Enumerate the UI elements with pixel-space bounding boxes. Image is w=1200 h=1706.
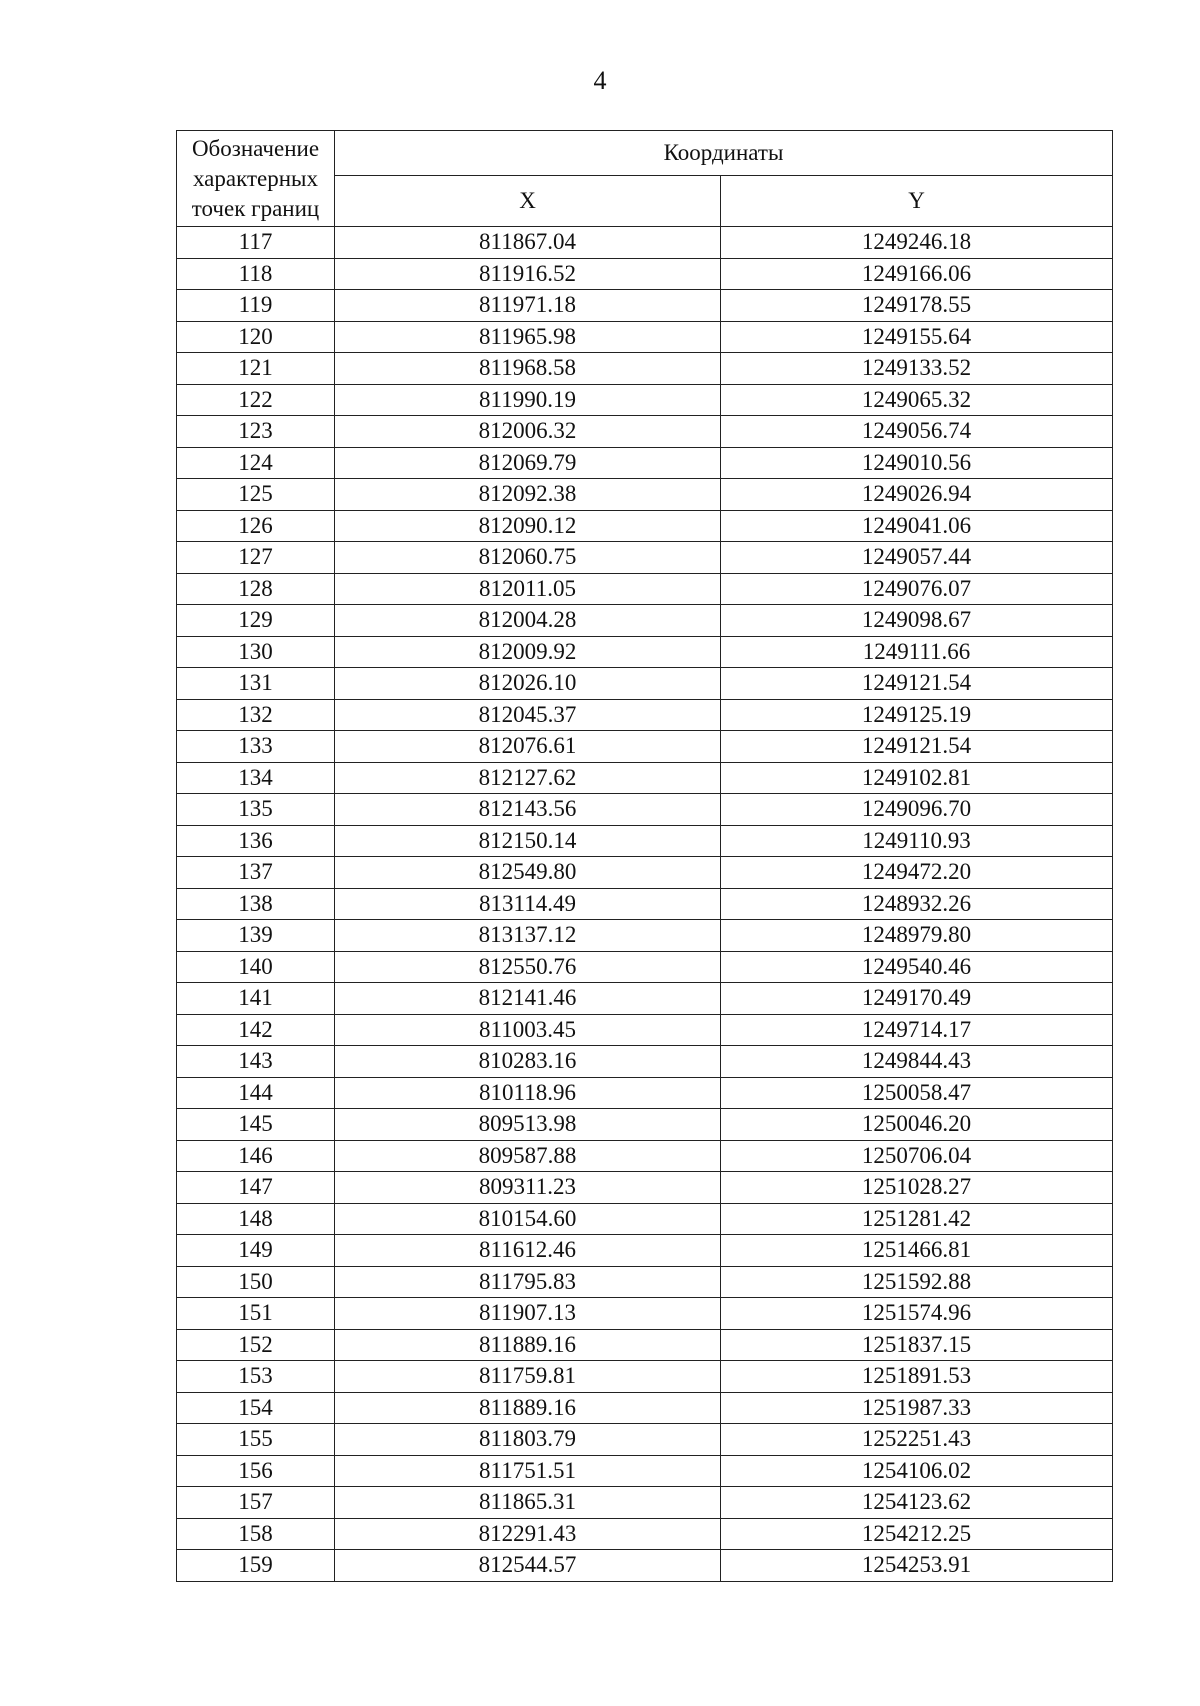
table-row — [177, 353, 1113, 385]
y-coordinate-cell: 1249714.17 — [721, 1014, 1113, 1046]
x-coordinate-cell: 811612.46 — [335, 1235, 721, 1267]
table-row — [177, 1298, 1113, 1330]
y-coordinate-cell: 1248932.26 — [721, 888, 1113, 920]
table-row — [177, 1046, 1113, 1078]
point-id-cell: 152 — [177, 1329, 335, 1361]
point-id-cell: 127 — [177, 542, 335, 574]
point-id-cell: 153 — [177, 1361, 335, 1393]
point-id-cell: 159 — [177, 1550, 335, 1582]
y-coordinate-cell: 1249041.06 — [721, 510, 1113, 542]
table-row — [177, 258, 1113, 290]
x-coordinate-cell: 812092.38 — [335, 479, 721, 511]
y-coordinate-cell: 1250046.20 — [721, 1109, 1113, 1141]
table-row — [177, 227, 1113, 259]
point-id-cell: 148 — [177, 1203, 335, 1235]
point-id-cell: 140 — [177, 951, 335, 983]
table-row — [177, 1077, 1113, 1109]
point-id-cell: 143 — [177, 1046, 335, 1078]
table-row — [177, 1014, 1113, 1046]
y-coordinate-cell: 1249057.44 — [721, 542, 1113, 574]
y-coordinate-cell: 1249170.49 — [721, 983, 1113, 1015]
table-row — [177, 920, 1113, 952]
x-coordinate-cell: 812141.46 — [335, 983, 721, 1015]
y-coordinate-cell: 1248979.80 — [721, 920, 1113, 952]
table-row — [177, 1203, 1113, 1235]
y-coordinate-cell: 1251574.96 — [721, 1298, 1113, 1330]
point-id-cell: 158 — [177, 1518, 335, 1550]
table-row — [177, 384, 1113, 416]
point-id-cell: 134 — [177, 762, 335, 794]
y-coordinate-cell: 1252251.43 — [721, 1424, 1113, 1456]
y-coordinate-cell: 1249026.94 — [721, 479, 1113, 511]
y-coordinate-cell: 1251891.53 — [721, 1361, 1113, 1393]
y-coordinate-cell: 1250058.47 — [721, 1077, 1113, 1109]
x-coordinate-cell: 809513.98 — [335, 1109, 721, 1141]
y-coordinate-cell: 1250706.04 — [721, 1140, 1113, 1172]
header-point-designation — [177, 131, 335, 227]
table-row — [177, 1266, 1113, 1298]
point-id-cell: 142 — [177, 1014, 335, 1046]
y-coordinate-cell: 1249098.67 — [721, 605, 1113, 637]
point-id-cell: 126 — [177, 510, 335, 542]
table-row — [177, 1487, 1113, 1519]
header-designation-line1: Обозначение — [191, 135, 320, 161]
table-row — [177, 1235, 1113, 1267]
y-coordinate-cell: 1251028.27 — [721, 1172, 1113, 1204]
x-coordinate-cell: 811971.18 — [335, 290, 721, 322]
table-row — [177, 857, 1113, 889]
point-id-cell: 129 — [177, 605, 335, 637]
x-coordinate-cell: 812076.61 — [335, 731, 721, 763]
y-coordinate-cell: 1254212.25 — [721, 1518, 1113, 1550]
y-coordinate-cell: 1249166.06 — [721, 258, 1113, 290]
header-x: X — [335, 176, 721, 227]
x-coordinate-cell: 811003.45 — [335, 1014, 721, 1046]
table-row — [177, 1392, 1113, 1424]
x-coordinate-cell: 809311.23 — [335, 1172, 721, 1204]
y-coordinate-cell: 1251987.33 — [721, 1392, 1113, 1424]
y-coordinate-cell: 1249121.54 — [721, 731, 1113, 763]
table-row — [177, 290, 1113, 322]
point-id-cell: 147 — [177, 1172, 335, 1204]
x-coordinate-cell: 810154.60 — [335, 1203, 721, 1235]
y-coordinate-cell: 1249125.19 — [721, 699, 1113, 731]
point-id-cell: 139 — [177, 920, 335, 952]
x-coordinate-cell: 812550.76 — [335, 951, 721, 983]
y-coordinate-cell: 1249155.64 — [721, 321, 1113, 353]
y-coordinate-cell: 1249178.55 — [721, 290, 1113, 322]
table-row — [177, 794, 1113, 826]
point-id-cell: 128 — [177, 573, 335, 605]
x-coordinate-cell: 812090.12 — [335, 510, 721, 542]
y-coordinate-cell: 1249844.43 — [721, 1046, 1113, 1078]
point-id-cell: 135 — [177, 794, 335, 826]
x-coordinate-cell: 811968.58 — [335, 353, 721, 385]
x-coordinate-cell: 812069.79 — [335, 447, 721, 479]
y-coordinate-cell: 1249121.54 — [721, 668, 1113, 700]
point-id-cell: 155 — [177, 1424, 335, 1456]
table-row — [177, 668, 1113, 700]
table-row — [177, 1424, 1113, 1456]
point-id-cell: 137 — [177, 857, 335, 889]
table-row — [177, 825, 1113, 857]
y-coordinate-cell: 1254106.02 — [721, 1455, 1113, 1487]
y-coordinate-cell: 1249111.66 — [721, 636, 1113, 668]
point-id-cell: 122 — [177, 384, 335, 416]
page-number: 4 — [593, 66, 607, 95]
x-coordinate-cell: 811916.52 — [335, 258, 721, 290]
point-id-cell: 131 — [177, 668, 335, 700]
point-id-cell: 119 — [177, 290, 335, 322]
x-coordinate-cell: 813114.49 — [335, 888, 721, 920]
table-row — [177, 1172, 1113, 1204]
x-coordinate-cell: 810118.96 — [335, 1077, 721, 1109]
point-id-cell: 123 — [177, 416, 335, 448]
x-coordinate-cell: 812026.10 — [335, 668, 721, 700]
x-coordinate-cell: 812011.05 — [335, 573, 721, 605]
table-body — [177, 227, 1113, 1582]
y-coordinate-cell: 1249065.32 — [721, 384, 1113, 416]
x-coordinate-cell: 811889.16 — [335, 1392, 721, 1424]
y-coordinate-cell: 1251592.88 — [721, 1266, 1113, 1298]
x-coordinate-cell: 811867.04 — [335, 227, 721, 259]
table-row — [177, 1329, 1113, 1361]
y-coordinate-cell: 1249472.20 — [721, 857, 1113, 889]
y-coordinate-cell: 1249076.07 — [721, 573, 1113, 605]
x-coordinate-cell: 812060.75 — [335, 542, 721, 574]
table-row — [177, 1361, 1113, 1393]
point-id-cell: 121 — [177, 353, 335, 385]
point-id-cell: 124 — [177, 447, 335, 479]
y-coordinate-cell: 1249540.46 — [721, 951, 1113, 983]
x-coordinate-cell: 811759.81 — [335, 1361, 721, 1393]
table-row — [177, 888, 1113, 920]
x-coordinate-cell: 812127.62 — [335, 762, 721, 794]
x-coordinate-cell: 811990.19 — [335, 384, 721, 416]
coordinates-table — [176, 130, 1113, 1582]
point-id-cell: 125 — [177, 479, 335, 511]
header-y: Y — [721, 176, 1113, 227]
table-row — [177, 510, 1113, 542]
x-coordinate-cell: 812006.32 — [335, 416, 721, 448]
y-coordinate-cell: 1249056.74 — [721, 416, 1113, 448]
x-coordinate-cell: 809587.88 — [335, 1140, 721, 1172]
y-coordinate-cell: 1251837.15 — [721, 1329, 1113, 1361]
table-row — [177, 1518, 1113, 1550]
point-id-cell: 144 — [177, 1077, 335, 1109]
x-coordinate-cell: 812143.56 — [335, 794, 721, 826]
point-id-cell: 118 — [177, 258, 335, 290]
table-row — [177, 762, 1113, 794]
table-row — [177, 447, 1113, 479]
point-id-cell: 132 — [177, 699, 335, 731]
point-id-cell: 133 — [177, 731, 335, 763]
table-row — [177, 1455, 1113, 1487]
table-row — [177, 416, 1113, 448]
table-row — [177, 321, 1113, 353]
x-coordinate-cell: 811889.16 — [335, 1329, 721, 1361]
table-row — [177, 479, 1113, 511]
table-row — [177, 1109, 1113, 1141]
y-coordinate-cell: 1249102.81 — [721, 762, 1113, 794]
y-coordinate-cell: 1249246.18 — [721, 227, 1113, 259]
table-row — [177, 951, 1113, 983]
point-id-cell: 154 — [177, 1392, 335, 1424]
point-id-cell: 117 — [177, 227, 335, 259]
point-id-cell: 151 — [177, 1298, 335, 1330]
point-id-cell: 130 — [177, 636, 335, 668]
y-coordinate-cell: 1254253.91 — [721, 1550, 1113, 1582]
point-id-cell: 146 — [177, 1140, 335, 1172]
x-coordinate-cell: 812009.92 — [335, 636, 721, 668]
point-id-cell: 156 — [177, 1455, 335, 1487]
x-coordinate-cell: 812004.28 — [335, 605, 721, 637]
point-id-cell: 149 — [177, 1235, 335, 1267]
y-coordinate-cell: 1254123.62 — [721, 1487, 1113, 1519]
point-id-cell: 138 — [177, 888, 335, 920]
x-coordinate-cell: 812045.37 — [335, 699, 721, 731]
table-row — [177, 699, 1113, 731]
point-id-cell: 136 — [177, 825, 335, 857]
table-row — [177, 731, 1113, 763]
y-coordinate-cell: 1249010.56 — [721, 447, 1113, 479]
x-coordinate-cell: 813137.12 — [335, 920, 721, 952]
point-id-cell: 141 — [177, 983, 335, 1015]
x-coordinate-cell: 811965.98 — [335, 321, 721, 353]
table-row — [177, 983, 1113, 1015]
x-coordinate-cell: 811803.79 — [335, 1424, 721, 1456]
x-coordinate-cell: 812544.57 — [335, 1550, 721, 1582]
point-id-cell: 120 — [177, 321, 335, 353]
header-designation-line3: точек границ — [191, 195, 320, 221]
y-coordinate-cell: 1249110.93 — [721, 825, 1113, 857]
header-designation-line2: характерных — [192, 165, 318, 191]
x-coordinate-cell: 811751.51 — [335, 1455, 721, 1487]
table-header — [177, 131, 1113, 227]
point-id-cell: 145 — [177, 1109, 335, 1141]
x-coordinate-cell: 811795.83 — [335, 1266, 721, 1298]
table-row — [177, 636, 1113, 668]
point-id-cell: 150 — [177, 1266, 335, 1298]
y-coordinate-cell: 1249096.70 — [721, 794, 1113, 826]
x-coordinate-cell: 810283.16 — [335, 1046, 721, 1078]
y-coordinate-cell: 1249133.52 — [721, 353, 1113, 385]
x-coordinate-cell: 812291.43 — [335, 1518, 721, 1550]
table-row — [177, 1550, 1113, 1582]
table-row — [177, 542, 1113, 574]
header-coordinates: Координаты — [335, 131, 1113, 176]
point-id-cell: 157 — [177, 1487, 335, 1519]
x-coordinate-cell: 812549.80 — [335, 857, 721, 889]
table-row — [177, 573, 1113, 605]
x-coordinate-cell: 811907.13 — [335, 1298, 721, 1330]
table-row — [177, 605, 1113, 637]
table-row — [177, 1140, 1113, 1172]
x-coordinate-cell: 812150.14 — [335, 825, 721, 857]
y-coordinate-cell: 1251466.81 — [721, 1235, 1113, 1267]
y-coordinate-cell: 1251281.42 — [721, 1203, 1113, 1235]
x-coordinate-cell: 811865.31 — [335, 1487, 721, 1519]
